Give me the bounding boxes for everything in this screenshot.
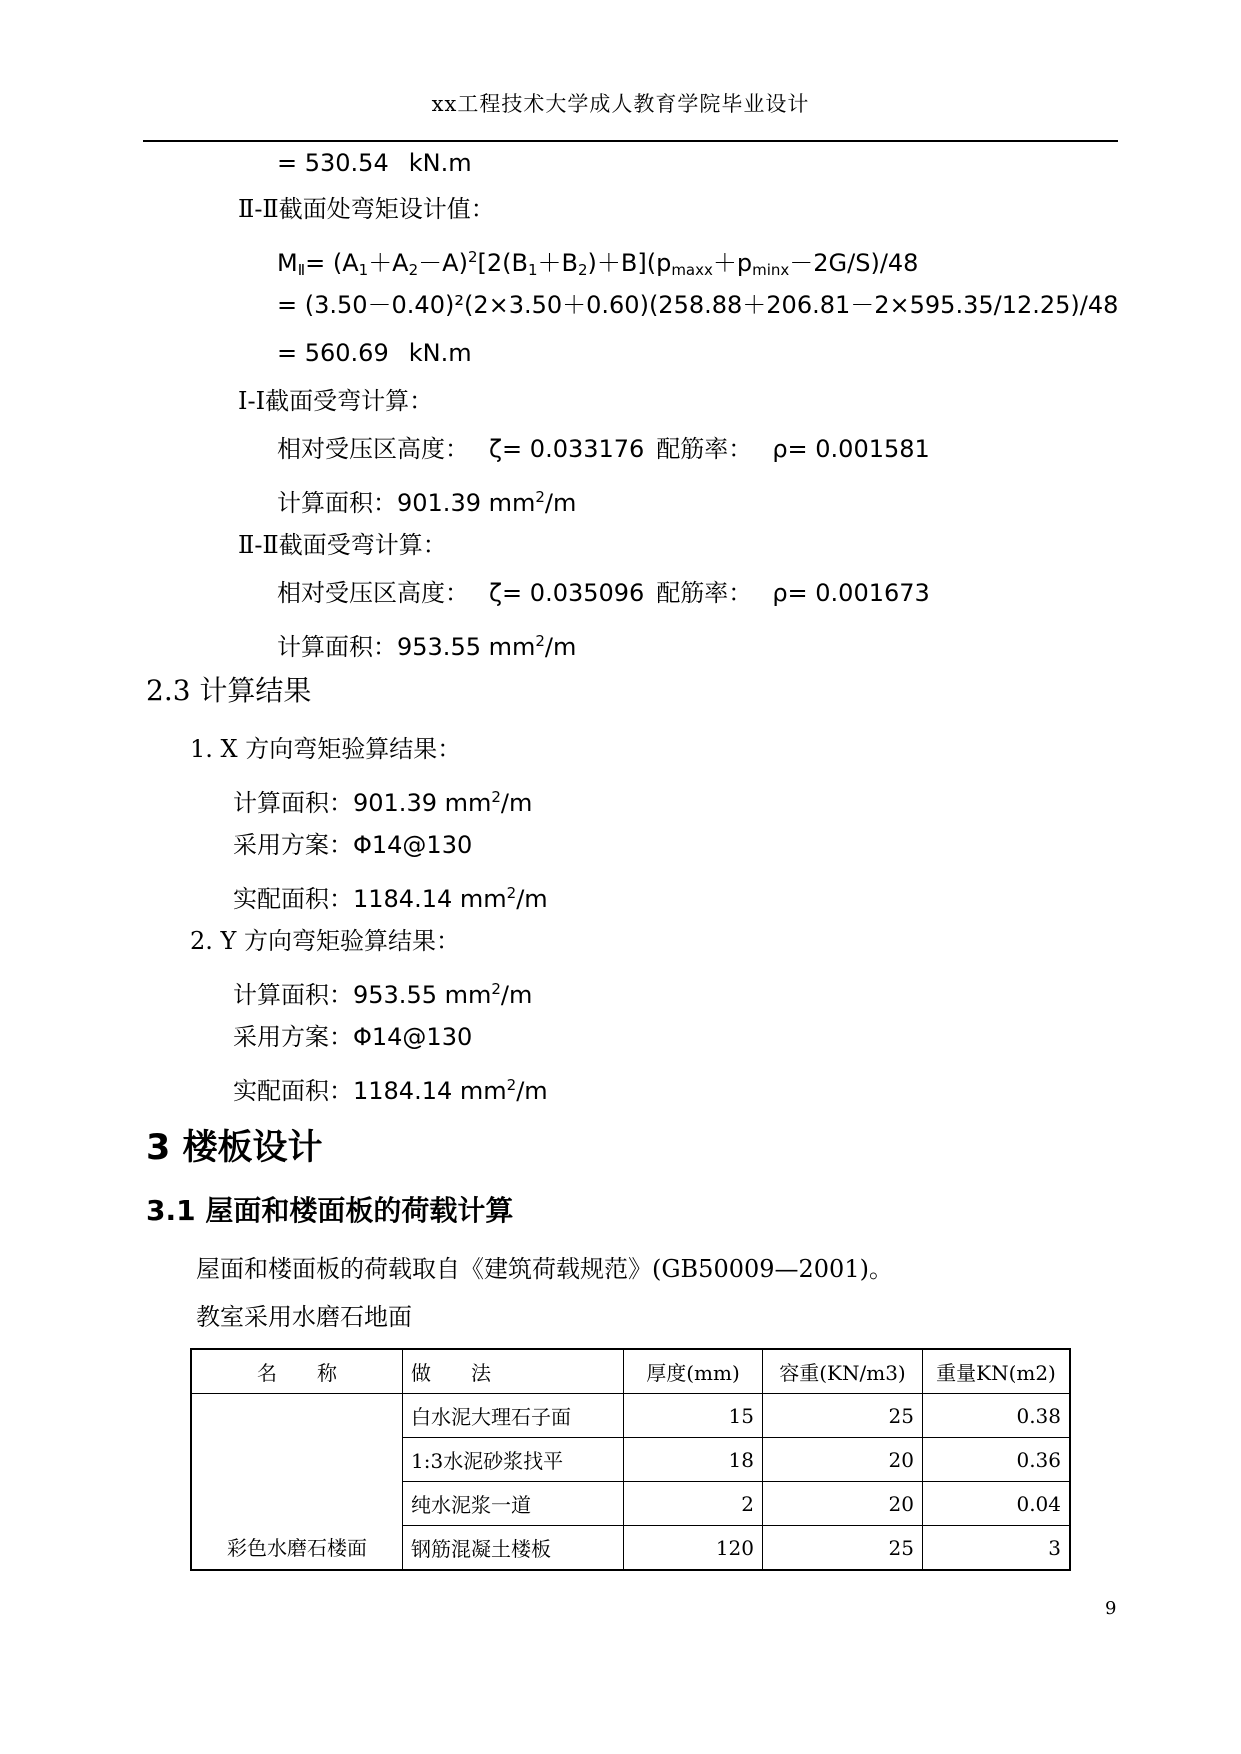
sec1-zeta: ζ= 0.033176 xyxy=(489,435,645,463)
y-actual-label: 实配面积： xyxy=(233,1077,353,1105)
header-name: 名 称 xyxy=(191,1349,403,1394)
formula-sup: 2 xyxy=(467,248,478,266)
thickness-cell: 120 xyxy=(624,1526,763,1571)
y-actual: 1184.14 mm xyxy=(353,1077,507,1105)
y-area-label: 计算面积： xyxy=(233,981,353,1009)
header-rule xyxy=(143,140,1118,142)
y-plan: Φ14@130 xyxy=(353,1023,473,1051)
formula-sub: minx xyxy=(752,261,790,279)
formula-sub: Ⅱ xyxy=(297,261,306,279)
m2-formula xyxy=(277,242,918,285)
x-result-title: 1. X 方向弯矩验算结果： xyxy=(190,735,462,763)
y-result-title: 2. Y 方向弯矩验算结果： xyxy=(190,927,460,955)
sec2-area-line xyxy=(277,626,576,662)
sec2-zeta: ζ= 0.035096 xyxy=(489,579,645,607)
header-weight: 重量KN(m2) xyxy=(923,1349,1071,1394)
unit-tail: /m xyxy=(516,1077,548,1105)
unit-tail: /m xyxy=(544,489,577,517)
sec1-bend-label: Ⅰ-Ⅰ截面受弯计算： xyxy=(238,387,434,415)
sec1-zeta-label: 相对受压区高度： xyxy=(277,435,469,463)
m1-unit: kN.m xyxy=(408,149,472,177)
section-2-3-heading: 2.3 计算结果 xyxy=(146,674,312,707)
weight-cell: 3 xyxy=(923,1526,1071,1571)
sec2-area: 953.55 mm xyxy=(397,633,536,661)
density-cell: 20 xyxy=(763,1482,923,1526)
header-density: 容重(KN/m3) xyxy=(763,1349,923,1394)
sec2-area-label: 计算面积： xyxy=(277,633,397,661)
para-floor-type: 教室采用水磨石地面 xyxy=(196,1303,412,1331)
unit-sup: 2 xyxy=(491,788,501,806)
method-cell: 1:3水泥砂浆找平 xyxy=(403,1438,624,1482)
y-plan-label: 采用方案： xyxy=(233,1023,353,1051)
density-cell: 25 xyxy=(763,1394,923,1438)
sec1-area-label: 计算面积： xyxy=(277,489,397,517)
thickness-cell: 2 xyxy=(624,1482,763,1526)
formula-part: －A) xyxy=(418,249,468,277)
unit-sup: 2 xyxy=(535,488,545,506)
sec1-rho: ρ= 0.001581 xyxy=(772,435,930,463)
m2-result: = 560.69 xyxy=(277,339,389,367)
sec2-rho-label: 配筋率： xyxy=(656,579,753,607)
density-cell: 25 xyxy=(763,1526,923,1571)
load-table xyxy=(190,1348,1071,1571)
formula-part: ＋A xyxy=(368,249,409,277)
y-actual-line xyxy=(233,1070,548,1106)
method-cell: 白水泥大理石子面 xyxy=(403,1394,624,1438)
x-actual-line xyxy=(233,878,548,914)
unit-tail: /m xyxy=(516,885,548,913)
sec2-zeta-line xyxy=(277,578,930,608)
unit-tail: /m xyxy=(500,981,533,1009)
formula-sub: 1 xyxy=(358,261,369,279)
unit-sup: 2 xyxy=(506,884,517,902)
formula-part: )＋B](p xyxy=(587,249,672,277)
m2-substituted: = (3.50－0.40)²(2×3.50＋0.60)(258.88＋206.81－2×595.35/12.25)/48 xyxy=(277,291,1119,319)
x-plan-label: 采用方案： xyxy=(233,831,353,859)
x-actual-label: 实配面积： xyxy=(233,885,353,913)
section-3-heading: 3 楼板设计 xyxy=(146,1128,323,1168)
method-cell: 纯水泥浆一道 xyxy=(403,1482,624,1526)
formula-part: = (A xyxy=(305,249,359,277)
sec2-bend-label: Ⅱ-Ⅱ截面受弯计算： xyxy=(238,531,447,559)
formula-sub: 1 xyxy=(527,261,538,279)
sec1-rho-label: 配筋率： xyxy=(656,435,753,463)
x-plan: Φ14@130 xyxy=(353,831,473,859)
formula-part: ＋p xyxy=(712,249,753,277)
sec2-rho: ρ= 0.001673 xyxy=(772,579,930,607)
sec1-area-line xyxy=(277,482,576,518)
x-area-line xyxy=(233,782,532,818)
unit-tail: /m xyxy=(500,789,533,817)
sec1-zeta-line xyxy=(277,434,930,464)
table-row xyxy=(191,1394,1070,1438)
y-plan-line xyxy=(233,1022,472,1052)
header-thickness: 厚度(mm) xyxy=(624,1349,763,1394)
page-header: xx工程技术大学成人教育学院毕业设计 xyxy=(431,92,810,116)
method-cell: 钢筋混凝土楼板 xyxy=(403,1526,624,1571)
unit-sup: 2 xyxy=(535,632,545,650)
y-area-line xyxy=(233,974,532,1010)
x-actual: 1184.14 mm xyxy=(353,885,507,913)
weight-cell: 0.04 xyxy=(923,1482,1071,1526)
formula-part: [2(B xyxy=(477,249,528,277)
unit-tail: /m xyxy=(544,633,577,661)
formula-sub: 2 xyxy=(408,261,419,279)
formula-symbol: M xyxy=(277,249,298,277)
table-header-row xyxy=(191,1349,1070,1394)
sec2-zeta-label: 相对受压区高度： xyxy=(277,579,469,607)
m1-result: = 530.54 xyxy=(277,149,389,177)
density-cell: 20 xyxy=(763,1438,923,1482)
x-plan-line xyxy=(233,830,472,860)
section-3-1-heading: 3.1 屋面和楼面板的荷载计算 xyxy=(146,1194,514,1227)
unit-sup: 2 xyxy=(506,1076,517,1094)
sec2-moment-label: Ⅱ-Ⅱ截面处弯矩设计值： xyxy=(238,195,495,223)
sec1-area: 901.39 mm xyxy=(397,489,536,517)
formula-part: －2G/S)/48 xyxy=(789,249,919,277)
m2-result-line xyxy=(277,338,472,368)
formula-sub: maxx xyxy=(671,261,713,279)
y-area: 953.55 mm xyxy=(353,981,492,1009)
thickness-cell: 15 xyxy=(624,1394,763,1438)
weight-cell: 0.36 xyxy=(923,1438,1071,1482)
group-name-cell: 彩色水磨石楼面 xyxy=(191,1394,403,1571)
para-load-source: 屋面和楼面板的荷载取自《建筑荷载规范》(GB50009—2001)。 xyxy=(196,1255,893,1283)
x-area-label: 计算面积： xyxy=(233,789,353,817)
thickness-cell: 18 xyxy=(624,1438,763,1482)
unit-sup: 2 xyxy=(491,980,501,998)
header-method: 做 法 xyxy=(403,1349,624,1394)
weight-cell: 0.38 xyxy=(923,1394,1071,1438)
m2-unit: kN.m xyxy=(408,339,472,367)
formula-part: ＋B xyxy=(537,249,578,277)
x-area: 901.39 mm xyxy=(353,789,492,817)
formula-sub: 2 xyxy=(577,261,588,279)
m1-result-line xyxy=(277,148,472,178)
page-number: 9 xyxy=(1105,1598,1117,1619)
